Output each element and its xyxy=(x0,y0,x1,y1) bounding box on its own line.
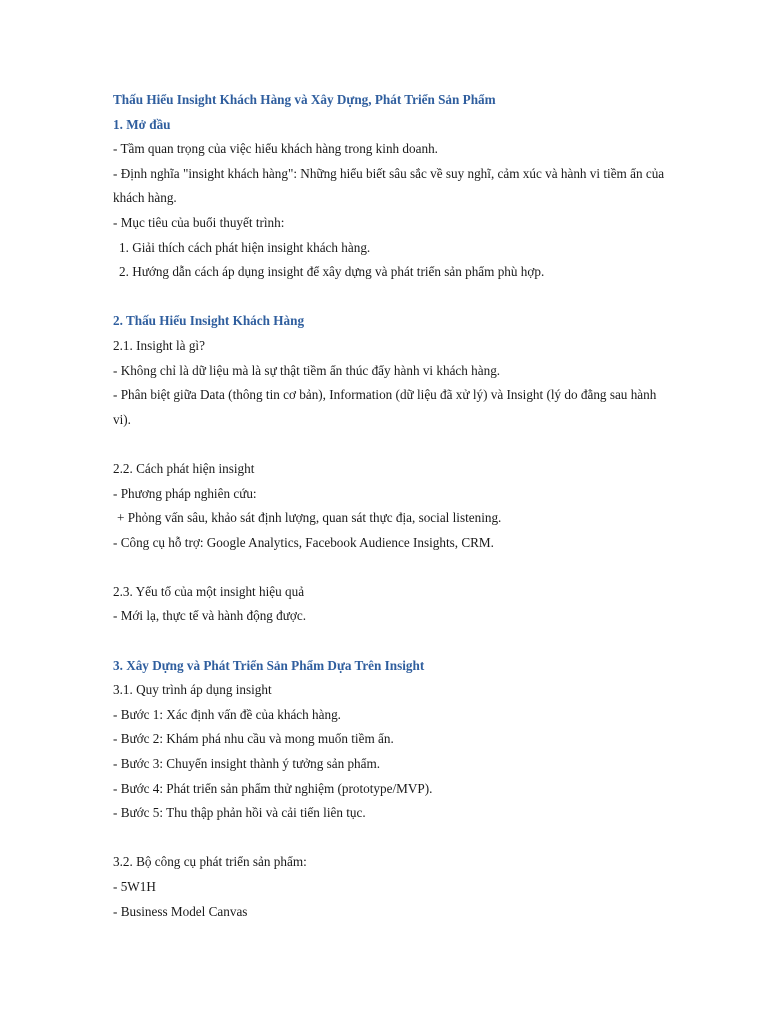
section-1-line-2: - Định nghĩa "insight khách hàng": Những hiểu biết sâu sắc về suy nghĩ, cảm xúc và hành vi tiềm ẩn của khách hàng. xyxy=(113,165,665,206)
section-2-heading: 2. Thấu Hiểu Insight Khách Hàng xyxy=(113,313,305,329)
section-3-step-4: - Bước 4: Phát triển sản phẩm thử nghiệm (prototype/MVP). xyxy=(113,780,433,796)
section-3-2-subheading: 3.2. Bộ công cụ phát triển sản phẩm: xyxy=(113,854,307,870)
section-3-1-subheading: 3.1. Quy trình áp dụng insight xyxy=(113,682,272,698)
section-3-heading: 3. Xây Dựng và Phát Triển Sản Phẩm Dựa Trên Insight xyxy=(113,657,425,673)
section-2-line-4: + Phỏng vấn sâu, khảo sát định lượng, quan sát thực địa, social listening. xyxy=(117,510,502,526)
section-1-heading: 1. Mở đầu xyxy=(113,116,171,132)
section-2-line-6: - Mới lạ, thực tế và hành động được. xyxy=(113,608,307,624)
section-2-2-subheading: 2.2. Cách phát hiện insight xyxy=(113,460,255,476)
section-2-line-1: - Không chỉ là dữ liệu mà là sự thật tiềm ẩn thúc đẩy hành vi khách hàng. xyxy=(113,362,501,378)
section-3-step-2: - Bước 2: Khám phá nhu cầu và mong muốn tiềm ẩn. xyxy=(113,731,394,747)
spacer xyxy=(113,555,668,580)
spacer xyxy=(113,432,668,457)
section-2-3-subheading: 2.3. Yếu tố của một insight hiệu quả xyxy=(113,583,305,599)
section-1-list-item-1: 1. Giải thích cách phát hiện insight khách hàng. xyxy=(119,239,371,255)
section-3-step-1: - Bước 1: Xác định vấn đề của khách hàng. xyxy=(113,706,341,722)
section-1-line-1: - Tầm quan trọng của việc hiểu khách hàng trong kinh doanh. xyxy=(113,141,438,157)
section-2-line-5: - Công cụ hỗ trợ: Google Analytics, Facebook Audience Insights, CRM. xyxy=(113,534,494,550)
section-1-list-item-2: 2. Hướng dẫn cách áp dụng insight để xây dựng và phát triển sản phẩm phù hợp. xyxy=(119,264,545,280)
document-title: Thấu Hiểu Insight Khách Hàng và Xây Dựng, Phát Triển Sản Phẩm xyxy=(113,92,496,107)
spacer xyxy=(113,826,668,851)
section-3-step-3: - Bước 3: Chuyển insight thành ý tưởng sản phẩm. xyxy=(113,756,381,772)
section-2-line-2: - Phân biệt giữa Data (thông tin cơ bản), Information (dữ liệu đã xử lý) và Insight (lý do đằng sau hành vi). xyxy=(113,387,657,427)
section-3-tool-2: - Business Model Canvas xyxy=(113,903,248,919)
section-2-line-3: - Phương pháp nghiên cứu: xyxy=(113,485,257,501)
section-2-1-subheading: 2.1. Insight là gì? xyxy=(113,337,205,353)
spacer xyxy=(113,629,668,654)
section-1-line-3: - Mục tiêu của buổi thuyết trình: xyxy=(113,214,285,230)
section-3-tool-1: - 5W1H xyxy=(113,879,156,894)
section-3-step-5: - Bước 5: Thu thập phản hồi và cải tiến liên tục. xyxy=(113,805,366,821)
spacer xyxy=(113,285,668,310)
